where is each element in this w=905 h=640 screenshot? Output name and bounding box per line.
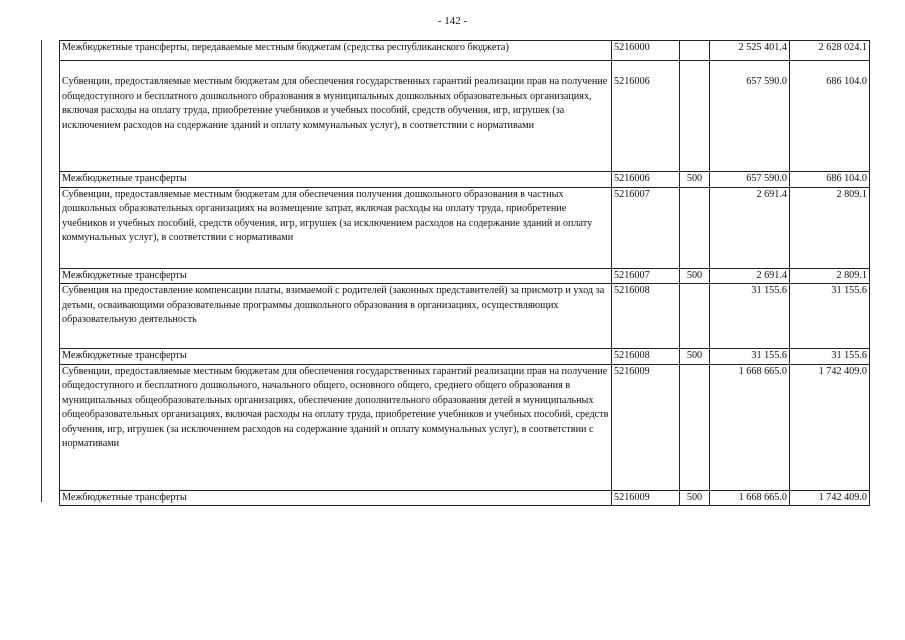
row-description: Межбюджетные трансферты [60,172,612,188]
row-value-year2: 2 809.1 [790,268,870,284]
row-expense-type [680,364,710,490]
row-expense-type: 500 [680,490,710,506]
row-expense-type [680,61,710,172]
row-description: Субвенция на предоставление компенсации платы, взимаемой с родителей (законных представителей) за присмотр и уход за детьми, осваивающими образовательные программы дошкольного образования в организациях, осуществляющих образовательную деятельность [60,284,612,349]
row-expense-type: 500 [680,172,710,188]
row-expense-type [680,187,710,268]
row-description: Субвенции, предоставляемые местным бюджетам для обеспечения получения дошкольного образования в частных дошкольных образовательных организациях на возмещение затрат, включая расходы на оплату труда, приобретение учебников и учебных пособий, средств обучения, игр, игрушек (за исключением расходов на содержание зданий и оплату коммунальных услуг), в соответствии с нормативами [60,187,612,268]
budget-table [59,40,870,506]
row-value-year1: 2 691.4 [710,268,790,284]
row-value-year1: 31 155.6 [710,284,790,349]
row-value-year2: 686 104.0 [790,61,870,172]
table-row [60,61,870,172]
row-expense-type [680,284,710,349]
row-value-year1: 657 590.0 [710,61,790,172]
row-target-code: 5216009 [612,490,680,506]
row-value-year2: 1 742 409.0 [790,490,870,506]
row-expense-type [680,41,710,61]
row-value-year2: 1 742 409.0 [790,364,870,490]
row-target-code: 5216007 [612,268,680,284]
row-value-year1: 31 155.6 [710,349,790,365]
row-description: Субвенции, предоставляемые местным бюджетам для обеспечения государственных гарантий реализации прав на получение общедоступного и бесплатного дошкольного образования в муниципальных дошкольных образовательных организациях, включая расходы на оплату труда, приобретение учебников и учебных пособий, средств обучения, игр, игрушек (за исключением расходов на содержание зданий и оплату коммунальных услуг), в соответствии с нормативами [60,61,612,172]
row-target-code: 5216007 [612,187,680,268]
row-target-code: 5216006 [612,172,680,188]
table-row [60,268,870,284]
row-target-code: 5216008 [612,349,680,365]
row-value-year2: 31 155.6 [790,284,870,349]
table-row [60,490,870,506]
table-row [60,364,870,490]
table-row [60,41,870,61]
row-value-year2: 686 104.0 [790,172,870,188]
row-value-year2: 2 809.1 [790,187,870,268]
row-target-code: 5216009 [612,364,680,490]
table-row [60,172,870,188]
row-value-year1: 2 525 401.4 [710,41,790,61]
page-number: - 142 - [437,15,468,27]
row-target-code: 5216000 [612,41,680,61]
row-description: Межбюджетные трансферты [60,349,612,365]
row-value-year1: 657 590.0 [710,172,790,188]
row-description: Межбюджетные трансферты [60,268,612,284]
table-row [60,349,870,365]
row-description: Межбюджетные трансферты, передаваемые местным бюджетам (средства республиканского бюджета) [60,41,612,61]
table-left-rule [41,40,42,502]
row-description: Межбюджетные трансферты [60,490,612,506]
row-value-year2: 2 628 024.1 [790,41,870,61]
row-value-year1: 2 691.4 [710,187,790,268]
table-row [60,187,870,268]
row-description: Субвенции, предоставляемые местным бюджетам для обеспечения государственных гарантий реализации прав на получение общедоступного и бесплатного дошкольного, начального общего, основного общего, среднего общего образования в муниципальных общеобразовательных организациях, обеспечение дополнительного образования детей в муниципальных общеобразовательных организациях, включая расходы на оплату труда, приобретение учебников и учебных пособий, средств обучения, игр, игрушек (за исключением расходов на содержание зданий и оплату коммунальных услуг), в соответствии с нормативами [60,364,612,490]
row-expense-type: 500 [680,268,710,284]
row-value-year1: 1 668 665.0 [710,364,790,490]
row-target-code: 5216006 [612,61,680,172]
row-expense-type: 500 [680,349,710,365]
row-value-year1: 1 668 665.0 [710,490,790,506]
row-value-year2: 31 155.6 [790,349,870,365]
row-target-code: 5216008 [612,284,680,349]
table-row [60,284,870,349]
